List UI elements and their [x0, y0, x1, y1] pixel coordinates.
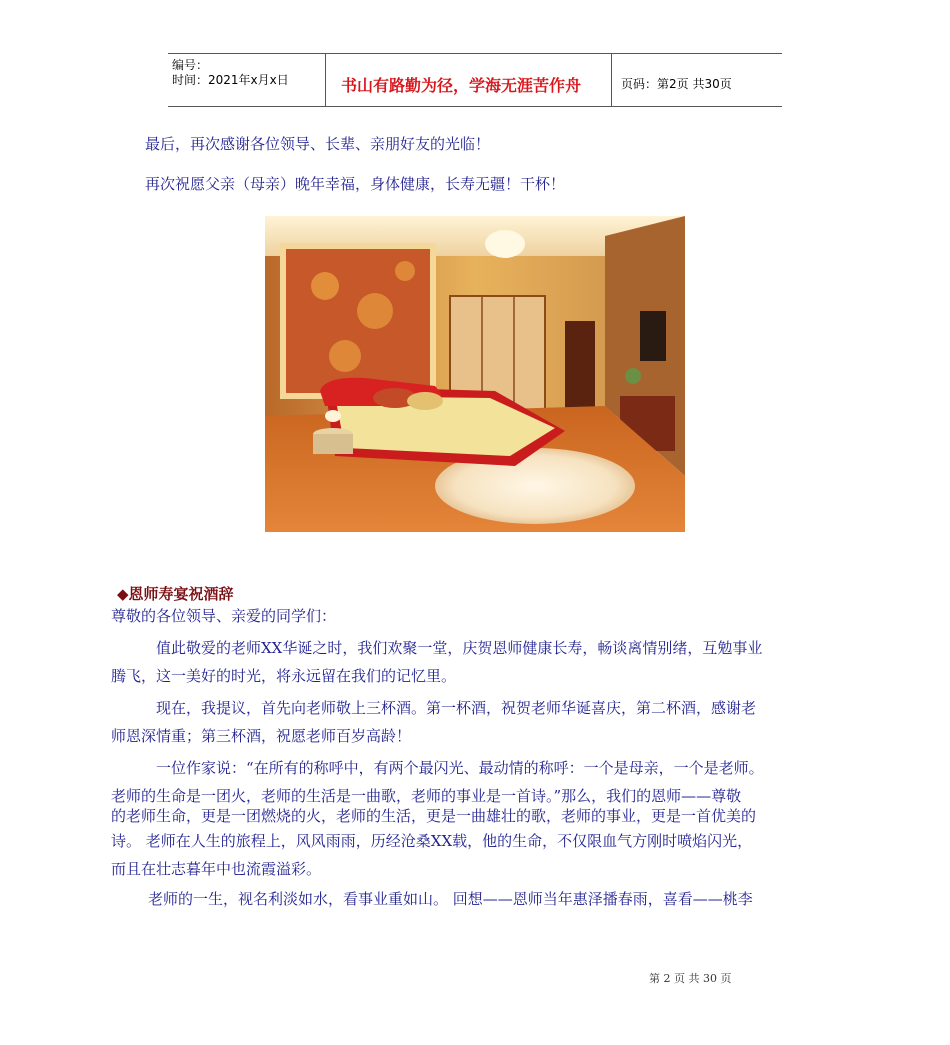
- header-motto-cell: [325, 54, 612, 106]
- diamond-icon: ◆: [117, 585, 129, 603]
- closing-thanks-line: 最后，再次感谢各位领导、长辈、亲朋好友的光临！: [145, 135, 491, 153]
- paragraph-line: 老师的一生，视名利淡如水，看事业重如山。 回想——恩师当年惠泽播春雨，喜看——桃李: [148, 890, 753, 908]
- paragraph-line: 腾飞，这一美好的时光，将永远留在我们的记忆里。: [111, 667, 457, 685]
- greeting-line: 尊敬的各位领导、亲爱的同学们：: [111, 607, 337, 625]
- section-title: [117, 583, 234, 604]
- section-title-text: 恩师寿宴祝酒辞: [128, 585, 234, 603]
- document-header: [168, 53, 782, 107]
- paragraph-line: 而且在壮志暮年中也流霞溢彩。: [111, 860, 322, 878]
- paragraph-line: 一位作家说：“在所有的称呼中，有两个最闪光、最动情的称呼：一个是母亲，一个是老师。: [156, 759, 764, 777]
- header-left-cell: [168, 54, 326, 106]
- paragraph-line: 值此敬爱的老师XX华诞之时，我们欢聚一堂，庆贺恩师健康长寿，畅谈离情别绪，互勉事业: [156, 639, 763, 657]
- page-label: 页码：第2页 共30页: [621, 77, 732, 91]
- paragraph-line: 师恩深情重；第三杯酒，祝愿老师百岁高龄！: [111, 727, 412, 745]
- bedroom-photo: [265, 216, 685, 532]
- paragraph-line: 的老师生命，更是一团燃烧的火，老师的生活，更是一曲雄壮的歌，老师的事业，更是一首优美的: [111, 807, 757, 825]
- paragraph-line: 老师的生命是一团火，老师的生活是一曲歌，老师的事业是一首诗。”那么，我们的恩师——尊敬: [111, 787, 742, 805]
- page-footer: 第 2 页 共 30 页: [649, 972, 732, 985]
- paragraph-line: 诗。 老师在人生的旅程上，风风雨雨，历经沧桑XX载，他的生命，不仅限血气方刚时喷焰闪光，: [111, 832, 753, 850]
- header-right-cell: [611, 54, 782, 106]
- time-label: 时间：2021年x月x日: [172, 73, 289, 87]
- paragraph-line: 现在，我提议，首先向老师敬上三杯酒。第一杯酒，祝贺老师华诞喜庆，第二杯酒，感谢老: [156, 699, 757, 717]
- closing-toast-line: 再次祝愿父亲（母亲）晚年幸福，身体健康，长寿无疆！干杯！: [145, 175, 566, 193]
- motto-text: 书山有路勤为径，学海无涯苦作舟: [341, 76, 582, 95]
- number-label: 编号：: [172, 58, 209, 72]
